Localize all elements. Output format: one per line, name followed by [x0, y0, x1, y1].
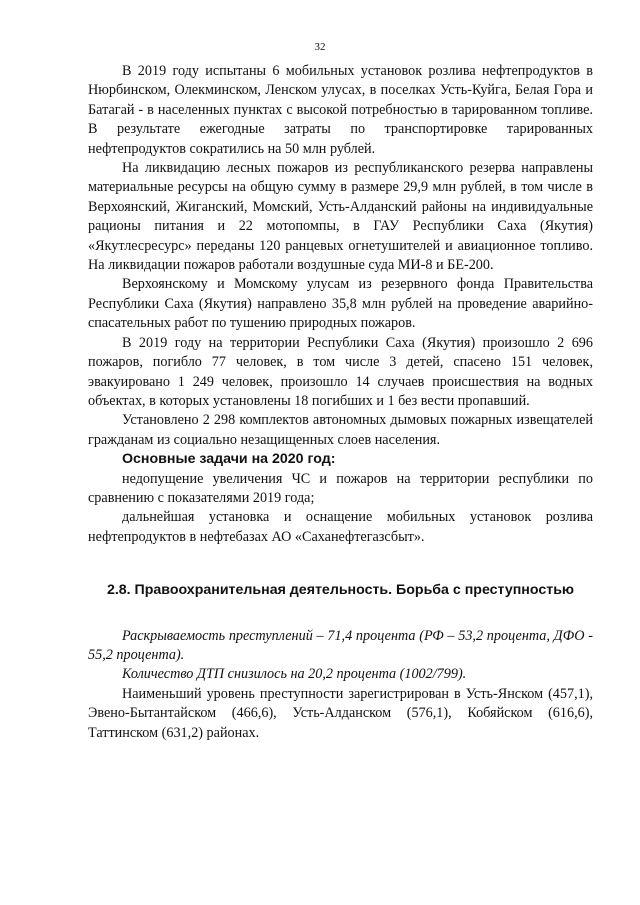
section-title: 2.8. Правоохранительная деятельность. Борьба с преступностью [106, 582, 575, 599]
paragraph-crime-detection-rate: Раскрываемость преступлений – 71,4 процента (РФ – 53,2 процента, ДФО - 55,2 процента). [88, 627, 593, 663]
task-item: дальнейшая установка и оснащение мобильных установок розлива нефтепродуктов в нефтебазах АО «Саханефтегазсбыт». [88, 509, 593, 545]
task-item: недопущение увеличения ЧС и пожаров на территории республики по сравнению с показателями 2019 года; [88, 470, 593, 506]
page-number: 32 [314, 41, 326, 53]
paragraph-lowest-crime-districts: Наименьший уровень преступности зарегистрирован в Усть-Янском (457,1), Эвено-Бытантайском (466,6), Усть-Алданском (576,1), Кобяйском (616,6), Таттинском (631,2) районах. [88, 685, 593, 741]
paragraph-road-accidents: Количество ДТП снизилось на 20,2 процента (1002/799). [122, 666, 467, 683]
paragraph-mobile-fuel-units: В 2019 году испытаны 6 мобильных установок розлива нефтепродуктов в Нюрбинском, Олекминском, Ленском улусах, в поселках Усть-Куйга, Белая Гора и Батагай - в населенных пунктах с высокой потребностью в тарированном топливе. В результате ежегодные затраты по транспортировке тарированных нефтепродуктов сократились на 50 млн рублей. [88, 63, 593, 157]
paragraph-reserve-fund: Верхоянскому и Момскому улусам из резервного фонда Правительства Республики Саха (Якутия) направлено 35,8 млн рублей на проведение аварийно-спасательных работ по тушению природных пожаров. [88, 276, 593, 332]
paragraph-forest-fires: На ликвидацию лесных пожаров из республиканского резерва направлены материальные ресурсы на общую сумму в размере 29,9 млн рублей, в том числе в Верхоянский, Жиганский, Момский, Усть-Алданский районы на индивидуальные рационы питания и 22 мотопомпы, в ГАУ Республики Саха (Якутия) «Якутлесресурс» переданы 120 ранцевых огнетушителей и авиационное топливо. На ликвидации пожаров работали воздушные суда МИ-8 и БЕ-200. [88, 160, 593, 274]
page-content [88, 62, 593, 743]
paragraph-smoke-detectors: Установлено 2 298 комплектов автономных дымовых пожарных извещателей гражданам из социально незащищенных слоев населения. [88, 412, 593, 448]
tasks-heading: Основные задачи на 2020 год: [122, 451, 336, 468]
paragraph-fire-statistics: В 2019 году на территории Республики Саха (Якутия) произошло 2 696 пожаров, погибло 77 человек, в том числе 3 детей, спасено 151 человек, эвакуировано 1 249 человек, произошло 14 случаев происшествия на водных объектах, в которых установлены 18 погибших и 1 без вести пропавший. [88, 334, 593, 409]
